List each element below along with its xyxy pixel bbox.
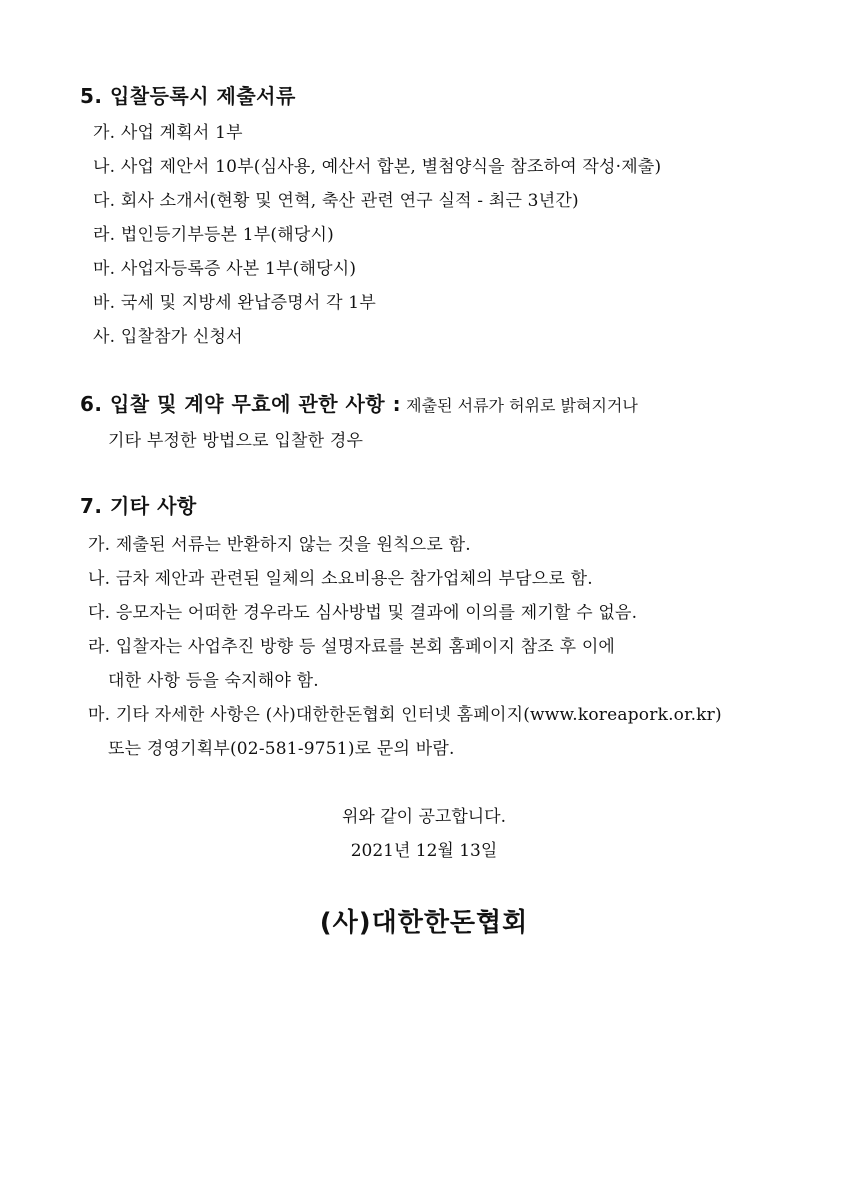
section-5-item-ba: 바. 국세 및 지방세 완납증명서 각 1부 [93, 293, 376, 313]
announcement-date: 2021년 12월 13일 [350, 841, 498, 861]
section-5-item-ga: 가. 사업 계획서 1부 [93, 123, 243, 143]
section-5-item-sa: 사. 입찰참가 신청서 [93, 327, 243, 347]
section-5-item-na: 나. 사업 제안서 10부(심사용, 예산서 합본, 별첨양식을 참조하여 작성·제출) [93, 157, 662, 177]
section-5-item-ra: 라. 법인등기부등본 1부(해당시) [93, 225, 334, 245]
section-5-item-ma: 마. 사업자등록증 사본 1부(해당시) [93, 259, 357, 279]
section-7-item-ma: 마. 기타 자세한 사항은 (사)대한한돈협회 인터넷 홈페이지(www.koreapork.or.kr) [88, 705, 722, 725]
section-7-item-ra-continuation: 대한 사항 등을 숙지해야 함. [108, 671, 319, 691]
section-7-item-ga: 가. 제출된 서류는 반환하지 않는 것을 원칙으로 함. [88, 535, 471, 555]
organization-name: (사)대한한돈협회 [319, 908, 529, 938]
section-5-heading: 5. 입찰등록시 제출서류 [80, 84, 296, 108]
section-7-item-ra: 라. 입찰자는 사업추진 방향 등 설명자료를 본회 홈페이지 참조 후 이에 [88, 637, 616, 657]
section-6-continuation: 기타 부정한 방법으로 입찰한 경우 [108, 431, 364, 451]
section-6-heading [80, 388, 638, 417]
closing-statement: 위와 같이 공고합니다. [341, 807, 506, 827]
section-7-item-da: 다. 응모자는 어떠한 경우라도 심사방법 및 결과에 이의를 제기할 수 없음. [88, 603, 638, 623]
section-6-title: 6. 입찰 및 계약 무효에 관한 사항 : [80, 392, 402, 416]
section-6-inline-text: 제출된 서류가 허위로 밝혀지거나 [401, 396, 638, 415]
section-7-heading: 7. 기타 사항 [80, 494, 197, 518]
section-7-item-ma-continuation: 또는 경영기획부(02-581-9751)로 문의 바람. [108, 739, 455, 759]
section-7-item-na: 나. 금차 제안과 관련된 일체의 소요비용은 참가업체의 부담으로 함. [88, 569, 593, 589]
section-5-item-da: 다. 회사 소개서(현황 및 연혁, 축산 관련 연구 실적 - 최근 3년간) [93, 191, 579, 211]
